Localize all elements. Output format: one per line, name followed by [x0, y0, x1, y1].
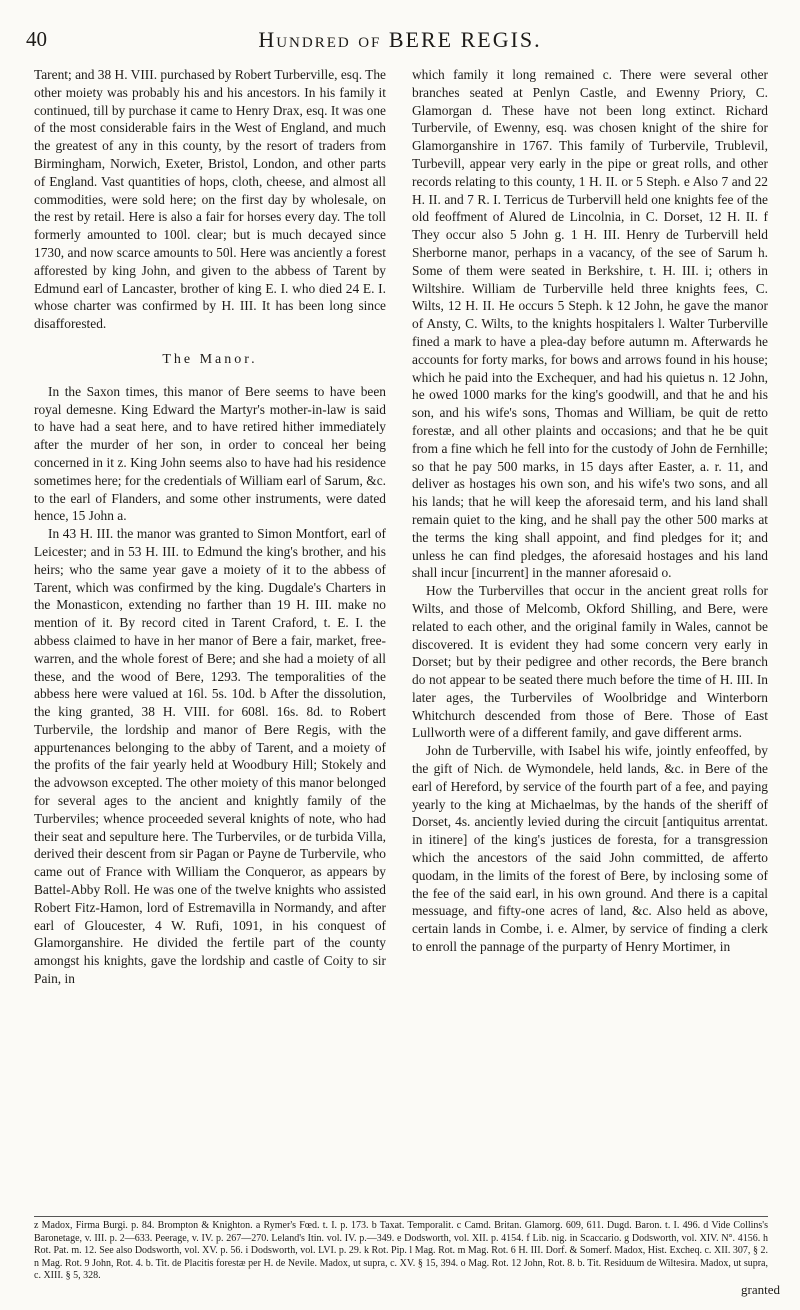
left-paragraph-2: In the Saxon times, this manor of Bere seems to have been royal demesne. King Edward the Martyr's mother-in-law is said to have had a seat here, and to have retired hither immediately after the murder of her son, in order to conceal her being concerned in it z. King John seems also to have had his residence sometimes here; for the credentials of William earl of Sarum, &c. to the earl of Flanders, and some other instruments, were dated hence, 15 John a. — [34, 383, 386, 524]
left-paragraph-3: In 43 H. III. the manor was granted to Simon Montfort, earl of Leicester; and in 53 H. III. to Edmund the king's brother, and his heirs; who the same year gave a moiety of it to the abbess of Tarent, which was confirmed by the king. Dugdale's Charters in the Monasticon, extending no farther than 19 H. III. make no mention of it. By record cited in Tarent Craford, t. E. I. the abbess claimed to have in her manor of Bere a fair, market, free-warren, and the whole forest of Bere; and she had a moiety of all these, and the wood of Bere, 1293. The temporalities of the abbess here were valued at 16l. 5s. 10d. b After the dissolution, the king granted, 38 H. VIII. for 608l. 16s. 8d. to Robert Turbervile, the lordship and manor of Bere Regis, with the appurtenances belonging to the abby of Tarent, and a moiety of the profits of the fair yearly held at Woodbury Hill; Stokely and the advowson excepted. The other moiety of this manor belonged for several ages to the ancient and knightly family of the Turberviles; whence proceeded several knights of note, who had their seat and sepulture here. The Turberviles, or de turbida Villa, derived their descent from sir Pagan or Payne de Turbervile, who came out of France with William the Conqueror, as appears by Battel-Abby Roll. He was one of the twelve knights who assisted Robert Fitz-Hamon, lord of Estremavilla in Normandy, and after earl of Gloucester, 4 W. Rufi, 1091, in his conquest of Glamorganshire. He divided the fertile part of the county amongst his knights, gave the lordship and castle of Coity to sir Pain, in — [34, 526, 386, 987]
right-paragraph-3: John de Turberville, with Isabel his wife, jointly enfeoffed, by the gift of Nich. de Wymondele, held lands, &c. in Bere of the earl of Hereford, by service of the fourth part of a fee, and paying yearly to the king at Michaelmas, by the hands of the sheriff of Dorset, 4s. anciently levied during the circuit [antiquitus arrentat. in itinere] of the king's justices de foresta, for a transgression which the ancestors of the said John committed, de afferto quodam, in the limits of the forest of Bere, by inclosing some of the fee of the said earl, in his own ground. And there is a capital messuage, and fifty-one acres of land, &c. Also held as above, certain lands in Combe, i. e. Almer, by service of finding a clerk to enroll the pannage of the purparty of Henry Mortimer, in — [412, 743, 768, 955]
footnotes: z Madox, Firma Burgi. p. 84. Brompton & Knighton. a Rymer's Fœd. t. I. p. 173. b Taxat. Temporalit. c Camd. Britan. Glamorg. 609, 611. Dugd. Baron. t. I. 496. d Vide Collins's Baronetage, v. III. p. 2—633. Peerage, v. IV. p. 267—270. Leland's Itin. vol. IV. p.—349. e Dodsworth, vol. XII. p. 4154. f Lib. nig. in Scaccario. g Dodsworth, vol. XIV. N°. 4156. h Rot. Pat. m. 12. See also Dodsworth, vol. XV. p. 56. i Dodsworth, vol. LVI. p. 29. k Rot. Pip. l Mag. Rot. m Mag. Rot. 6 H. III. Dorf. & Somerf. Madox, Hist. Excheq. c. XII. 307, § 2. n Mag. Rot. 9 John, Rot. 4. b. Tit. de Placitis forestæ per H. de Nevile. Madox, ut supra, c. XV. § 15, 394. o Mag. Rot. 12 John, Rot. 8. b. Tit. Residuum de Wiltesira. Madox, ut supra, c. XIII. § 5, 328. — [34, 1220, 768, 1282]
footnote-divider — [34, 1216, 768, 1217]
page-number: 40 — [26, 27, 47, 51]
left-paragraph-1: Tarent; and 38 H. VIII. purchased by Robert Turberville, esq. The other moiety was probably his and his ancestors. In his family it continued, till by purchase it came to Henry Drax, esq. It was one of the most considerable fairs in the West of England, and much the greatest of any in this county, by the resort of traders from Birmingham, Norwich, Exeter, Bristol, London, and other parts of England. Vast quantities of hops, cloth, cheese, and almost all commodities, were sold here; on the first day by wholesale, on the rest by retail. Here is also a fair for horses every day. The toll formerly amounted to 100l. clear; but is much decayed since 1730, and now scarce amounts to 50l. Here was anciently a forest afforested by king John, and given to the abbess of Tarent by Edmund earl of Lancaster, brother of king E. I. who died 24 E. I. whose charter was confirmed by H. III. It has been long since disafforested. — [34, 67, 386, 332]
section-heading-manor: The Manor. — [162, 351, 258, 367]
right-paragraph-1: which family it long remained c. There were several other branches seated at Penlyn Castle, and Ewenny Priory, C. Glamorgan d. These have not been long extinct. Richard Turbervile, of Ewenny, esq. was chosen knight of the shire for Glamorganshire in 1767. This family of Turbervile, Trublevil, Turbevill, appear very early in the pipe or great rolls, and other records relating to this county, 1 H. II. or 5 Steph. e Also 7 and 22 H. II. and 7 R. I. Terricus de Turbervill held one knights fee of the old feoffment of Alured de Lincolnia, in C. Dorset, 12 H. II. f They occur also 5 John g. 1 H. III. Henry de Turbervill held Sherborne manor, perhaps in a vacancy, of the see of Sarum h. Some of them were seated in Berkshire, t. H. III. i; others in Wiltshire. William de Turberville held three knights fees, C. Wilts, 12 H. II. He occurs 5 Steph. k 12 John, he gave the manor of Ansty, C. Wilts, to the knights hospitalers l. Walter Turberville fined a mark to have a plea-day before autumn m. Afterwards he accounts for forty marks, for bows and arrows found in his house; which he paid into the Exchequer, and had his quietus n. 12 John, he owed 1000 marks for the king's goodwill, and that he and his son, and his wife's sons, Thomas and William, be quit de retto forestæ, and all other plaints and occasions; and that he be quit from a fine which he fell into for the custody of John de Fernhille; so that he pay 500 marks, in 15 days after Easter, a. r. 11, and deliver as hostages his own son, and his wife's two sons, and all his lands; that he will keep the aforesaid term, and his land shall remain quiet to the king, and he shall pay the other 500 marks at the terms the king shall appoint, and find pledges for it; and unless he can find pledges, the aforesaid hostages and his land shall incur [incurrent] in the manner aforesaid o. — [412, 67, 768, 581]
left-column — [34, 66, 386, 988]
catchword: granted — [741, 1282, 780, 1297]
right-column — [412, 66, 768, 956]
right-paragraph-2: How the Turbervilles that occur in the ancient great rolls for Wilts, and those of Melcomb, Okford Shilling, and Bere, were related to each other, and the original family in Wales, cannot be discovered. It is evident they had some concern very early in Dorset; but by their pedigree and other records, the Bere branch do not appear to be seated there much before the time of H. III. In later ages, the Turberviles of Woolbridge and Winterborn Whitchurch descended from those of Bere. Those of East Lullworth were of a different family, and gave different arms. — [412, 583, 768, 741]
running-head: Hundred of BERE REGIS. — [258, 27, 542, 52]
